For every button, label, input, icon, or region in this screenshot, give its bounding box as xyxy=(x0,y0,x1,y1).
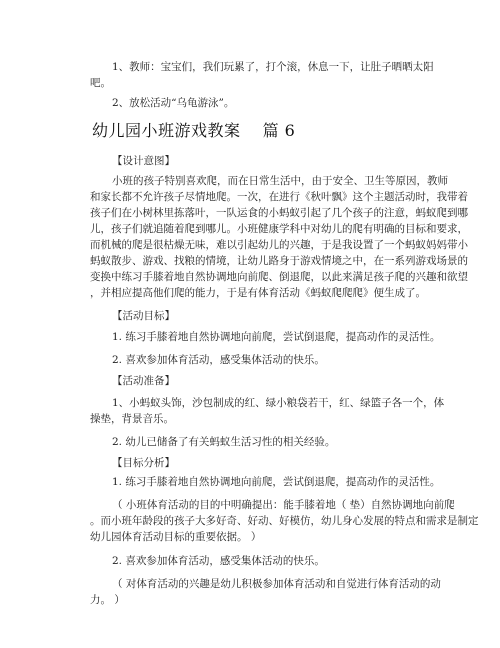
analysis-note2-line2: 力。 ） xyxy=(90,594,125,606)
prep-item-1-line2: 操垫，背景音乐。 xyxy=(90,413,174,425)
analysis-note-line: （ 小班体育活动的目的中明确提出：能手膝着地（ 垫）自然协调地向前爬 xyxy=(112,499,455,511)
analysis-heading: 【目标分析】 xyxy=(112,457,175,469)
intro-item1-line2: 吧。 xyxy=(90,77,111,89)
design-line: ，并相应提高他们爬的能力，于是有体育活动《蚂蚁爬爬爬》便生成了。 xyxy=(90,287,426,299)
design-line: 小班的孩子特别喜欢爬，而在日常生活中，由于安全、卫生等原因，教师 xyxy=(112,175,448,187)
goal-item-2: 2. 喜欢参加体育活动，感受集体活动的快乐。 xyxy=(112,354,325,366)
analysis-note2-line1: （ 对体育活动的兴趣是幼儿积极参加体育活动和自觉进行体育活动的动 xyxy=(112,578,441,590)
design-heading: 【设计意图】 xyxy=(112,155,175,167)
analysis-note-line: 。而小班年龄段的孩子大多好奇、好动、好模仿，幼儿身心发展的特点和需求是制定 xyxy=(90,515,479,527)
intro-item2: 2、放松活动“乌龟游泳”。 xyxy=(112,97,235,109)
design-line: 和家长都不允许孩子尽情地爬。一次，在进行《秋叶飘》这个主题活动时，我带着 xyxy=(90,191,468,203)
prep-item-1-line1: 1、小蚂蚁头饰，沙包制成的红、绿小粮袋若干，红、绿篮子各一个，体 xyxy=(112,397,445,409)
design-line: 孩子们在小树林里拣落叶，一队运食的小蚂蚁引起了几个孩子的注意，蚂蚁爬到哪 xyxy=(90,207,468,219)
design-line: 而机械的爬是很枯燥无味，难以引起幼儿的兴趣，于是我设置了一个蚂蚁妈妈带小 xyxy=(90,239,468,251)
goals-heading: 【活动目标】 xyxy=(112,310,175,322)
prep-item-2: 2. 幼儿已储备了有关蚂蚁生活习性的相关经验。 xyxy=(112,436,336,448)
design-line: 变换中练习手膝着地自然协调地向前爬、倒退爬，以此来满足孩子爬的兴趣和欲望 xyxy=(90,271,468,283)
section-title: 幼儿园小班游戏教案 篇 6 xyxy=(92,121,296,140)
analysis-item-1: 1. 练习手膝着地自然协调地向前爬，尝试倒退爬，提高动作的灵活性。 xyxy=(112,476,441,488)
design-line: 蚂蚁散步、游戏、找粮的情境，让幼儿路身于游戏情境之中，在一系列游戏场景的 xyxy=(90,255,468,267)
analysis-item-2: 2. 喜欢参加体育活动，感受集体活动的快乐。 xyxy=(112,555,325,567)
design-line: 儿，孩子们就追随着爬到哪儿。小班健康学科中对幼儿的爬有明确的目标和要求， xyxy=(90,223,468,235)
intro-item1-line1: 1、教师：宝宝们，我们玩累了，打个滚，休息一下，让肚子晒晒太阳 xyxy=(112,61,434,73)
goal-item-1: 1. 练习手膝着地自然协调地向前爬，尝试倒退爬，提高动作的灵活性。 xyxy=(112,331,441,343)
analysis-note-line: 幼儿园体育活动目标的重要依据。 ） xyxy=(90,531,262,543)
prep-heading: 【活动准备】 xyxy=(112,375,175,387)
